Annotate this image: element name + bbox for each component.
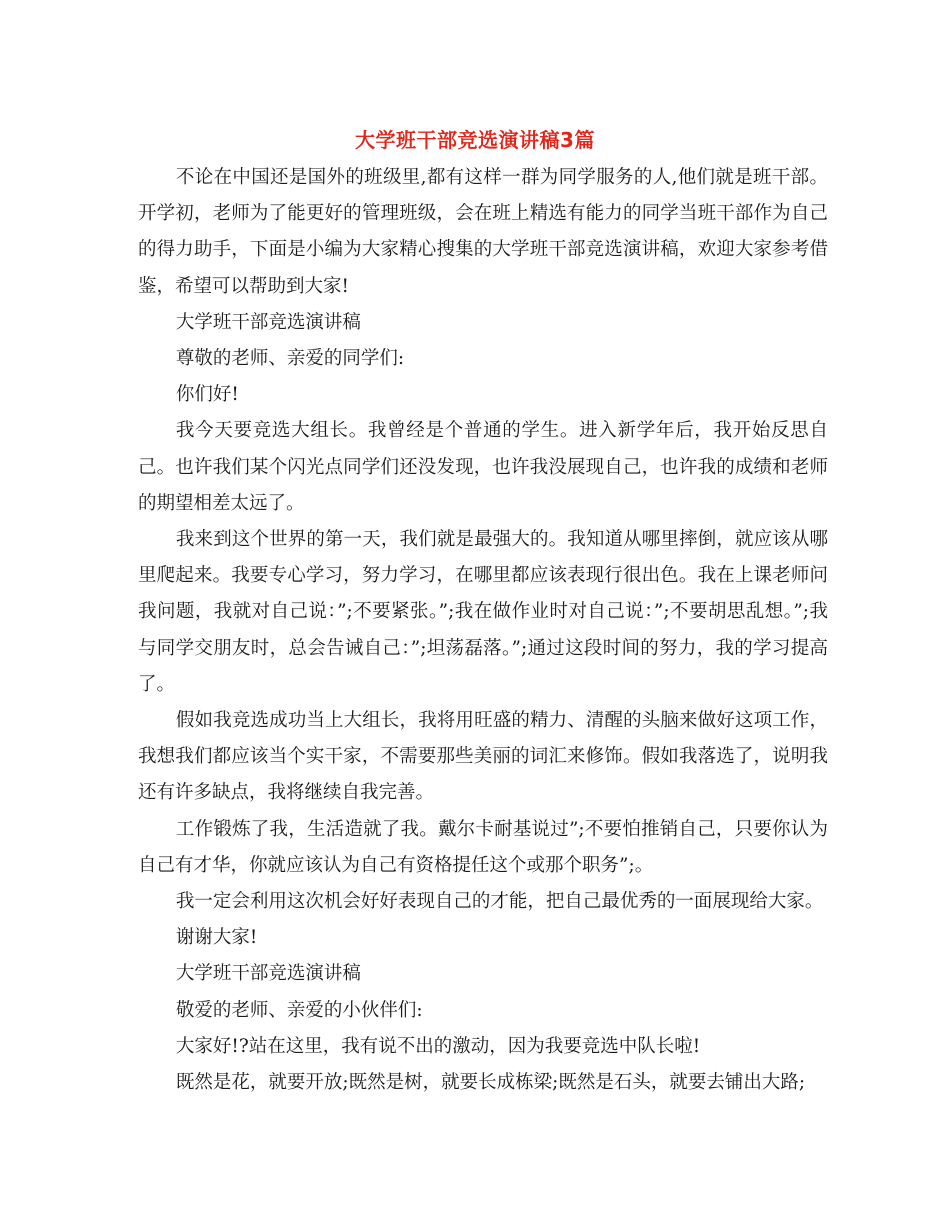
intro-paragraph: 不论在中国还是国外的班级里,都有这样一群为同学服务的人,他们就是班干部。开学初，老师为了能更好的管理班级，会在班上精选有能力的同学当班干部作为自己的得力助手，下面是小编为大家精心搜集的大学班干部竞选演讲稿，欢迎大家参考借鉴，希望可以帮助到大家! xyxy=(138,167,828,297)
body-paragraph: 我一定会利用这次机会好好表现自己的才能，把自己最优秀的一面展现给大家。 xyxy=(175,891,824,913)
body-paragraph: 我今天要竞选大组长。我曾经是个普通的学生。进入新学年后，我开始反思自己。也许我们某个闪光点同学们还没发现，也许我没展现自己，也许我的成绩和老师的期望相差太远了。 xyxy=(138,420,828,514)
speech-heading-1: 大学班干部竞选演讲稿 xyxy=(175,311,361,333)
body-paragraph: 工作锻炼了我，生活造就了我。戴尔卡耐基说过”;不要怕推销自己，只要你认为自己有才华，你就应该认为自己有资格提任这个或那个职务”;。 xyxy=(138,818,828,876)
body-paragraph: 假如我竞选成功当上大组长，我将用旺盛的精力、清醒的头脑来做好这项工作，我想我们都应该当个实干家，不需要那些美丽的词汇来修饰。假如我落选了，说明我还有许多缺点，我将继续自我完善。 xyxy=(138,710,828,804)
salutation-1: 尊敬的老师、亲爱的同学们: xyxy=(175,348,405,370)
salutation-2: 敬爱的老师、亲爱的小伙伴们: xyxy=(175,999,423,1021)
greeting-1: 你们好! xyxy=(175,384,239,406)
body-paragraph: 我来到这个世界的第一天，我们就是最强大的。我知道从哪里摔倒，就应该从哪里爬起来。我要专心学习，努力学习，在哪里都应该表现行很出色。我在上课老师问我问题，我就对自己说：”;不要紧张。”;我在做作业时对自己说：”;不要胡思乱想。”;我与同学交朋友时，总会告诫自己：”;坦荡磊落。”;通过这段时间的努力，我的学习提高了。 xyxy=(138,529,828,695)
body-paragraph: 既然是花，就要开放;既然是树，就要长成栋梁;既然是石头，就要去铺出大路; xyxy=(175,1072,806,1094)
speech-heading-2: 大学班干部竞选演讲稿 xyxy=(175,963,361,985)
document-title: 大学班干部竞选演讲稿3篇 xyxy=(355,128,595,152)
greeting-2: 大家好!?站在这里，我有说不出的激动，因为我要竞选中队长啦! xyxy=(175,1035,701,1057)
document-body xyxy=(138,160,828,1101)
closing-thanks: 谢谢大家! xyxy=(175,927,258,949)
